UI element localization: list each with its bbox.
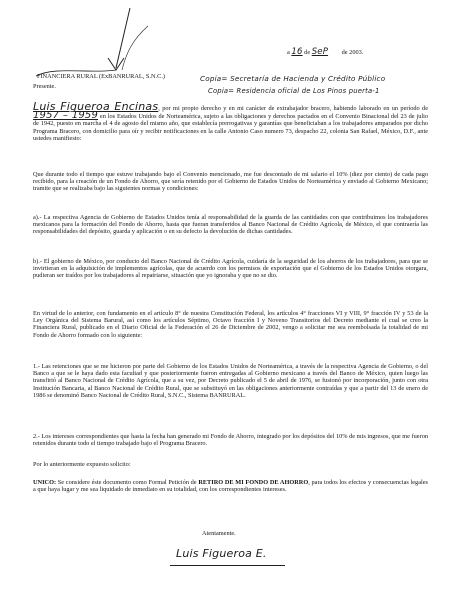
copy-note-2: Copia= Residencia oficial de Los Pinos puerta-1 bbox=[208, 87, 380, 95]
paragraph-a bbox=[33, 214, 428, 236]
recipient-presente: Presente. bbox=[33, 83, 56, 90]
paragraph-b-prefix: b).- bbox=[33, 258, 44, 265]
unico-bold: RETIRO DE MI FONDO DE AHORRO bbox=[198, 479, 309, 486]
paragraph-point-2: 2.- Los intereses correspondientes que hasta la fecha han generado mi Fondo de Ahorro, integrado por los depósitos del 10% de mis ingresos, que me fueron retenidos durante todo el tiempo trabajado bajo el Programa Bracero. bbox=[33, 433, 428, 448]
copy-note-1: Copia= Secretaría de Hacienda y Crédito Público bbox=[200, 74, 386, 83]
signature: Luis Figueroa E. bbox=[176, 547, 267, 560]
paragraph-point-1: 1.- Las retenciones que se me hicieron por parte del Gobierno de los Estados Unidos de Norteamérica, a través de la respectiva Agencia de Gobierno, o del Banco a que se le haya dado esta facultad y que posteriormente fueron entregadas al Gobierno mexicano a través del Banco de México, quien luego las transfirió al Banco Nacional de Crédito Agrícola, que a su vez, por Decreto publicado el 5 de abril de 1976, se fusionó por incorporación, junto con otra Institución Bancaria, al Banco Nacional de Crédito Rural, que se substituyó en las obligaciones anteriormente contraídas y que a partir del 13 de enero de 1986 se denominó Banco Nacional de Crédito Rural, S.N.C., Sistema BANRURAL. bbox=[33, 363, 428, 399]
intro-paragraph bbox=[33, 100, 429, 142]
paragraph-legal-basis: En virtud de lo anterior, con fundamento en el artículo 8° de nuestra Constitución Federal, los artículos 4° fracciones VI y VIII, 9° fracción IV y 53 de la Ley Orgánica del Sistema Barural, así como los artículos Séptimo, Octavo fracción I y Noveno Transitorios del Decreto mediante el cual se creo la Financiera Rural, publicado en el Diario Oficial de la Federación el 26 de Diciembre de 2002, vengo a solicitar me sea reembolsada la totalidad de mi Fondo de Ahorro formado con lo siguiente: bbox=[33, 310, 428, 339]
recipient-name: FINANCIERA RURAL (ExBANRURAL, S.N.C.) bbox=[37, 73, 165, 80]
paragraph-a-text: La respectiva Agencia de Gobierno de Estados Unidos tenía al responsabilidad de la guarda de las cantidades con que contribuimos los trabajadores mexicanos para la formación del Fondo de Ahorro, hasta que fueran transferidos al Banco Nacional de Crédito Agrícola, de México, el que contraería las responsabilidades del depósito, guarda y aplicación o en su defecto la devolución de dichas cantidades. bbox=[33, 214, 428, 236]
paragraph-unico bbox=[33, 479, 428, 493]
petitioner-name: Luis Figueroa Encinas bbox=[33, 100, 159, 113]
signature-line bbox=[170, 565, 285, 566]
paragraph-request: Por lo anteriormente expuesto solicito: bbox=[33, 461, 131, 468]
intro-text-b: en los Estados Unidos de Norteamérica, sujeto a las obligaciones y derechos pactados en el Convenio Binacional del 23 de julio de 1942, puesto en marcha el 4 de agosto del mismo año, que establecía prerrogativas y garantías que beneficiaban a los trabajadores amparados por dicho Programa Bracero, con domicilio para oír y recibir notificaciones en la calle Antonio Caso numero 73, despacho 22, colonia San Rafael, México, D.F., ante ustedes manifiesto: bbox=[33, 113, 429, 142]
unico-text-b: , para todos los efectos y consecuencias legales a que haya lugar y me sea liquidado de inmediato en su totalidad, con los correspondientes intereses. bbox=[33, 479, 428, 494]
paragraph-b-text: El gobierno de México, por conducto del Banco Nacional de Crédito Agrícola, cuidaría de la seguridad de los ahorros de los trabajadores, para que se invirtieran en la adquisición de implementos agrícolas, que de acuerdo con los permisos de exportación que el Gobierno de los Estados Unidos otorgara, pudieran ser traídos por los trabajadores al repatriarse, situación que yo ignoraba y que no se dio. bbox=[33, 258, 429, 280]
unico-label: UNICO: bbox=[33, 479, 57, 486]
date-de-2: de bbox=[341, 49, 348, 56]
date-de-1: de bbox=[304, 49, 311, 56]
paragraph-b bbox=[33, 258, 428, 280]
paragraph-deduction: Que durante todo el tiempo que estuve trabajando bajo el Convenio mencionado, me fue descontado de mi salario el 10% (diez por ciento) de cada pago recibido, para la creación de un Fondo de Ahorro, que sería retenido por el Gobierno de Estados Unidos de Norteamérica y enviado al Gobierno Mexicano; tramite que se realizaba bajo las siguientes normas y condiciones: bbox=[33, 171, 428, 193]
closing: Atentamente. bbox=[202, 530, 236, 537]
date-month: SeP bbox=[311, 47, 329, 57]
intro-text-a: , por mi propio derecho y en mi carácter de extrabajador bracero, habiendo laborado en un período de bbox=[158, 105, 428, 112]
paragraph-a-prefix: a).- bbox=[33, 214, 44, 221]
date-year: 2003. bbox=[349, 49, 364, 56]
unico-text-a: Se considere éste documento como Formal Petición de bbox=[56, 479, 199, 486]
date-line: a 16 de SeP de 2003. bbox=[287, 47, 364, 57]
date-day: 16 bbox=[291, 47, 303, 57]
work-period: 1957 – 1959 bbox=[33, 110, 99, 122]
